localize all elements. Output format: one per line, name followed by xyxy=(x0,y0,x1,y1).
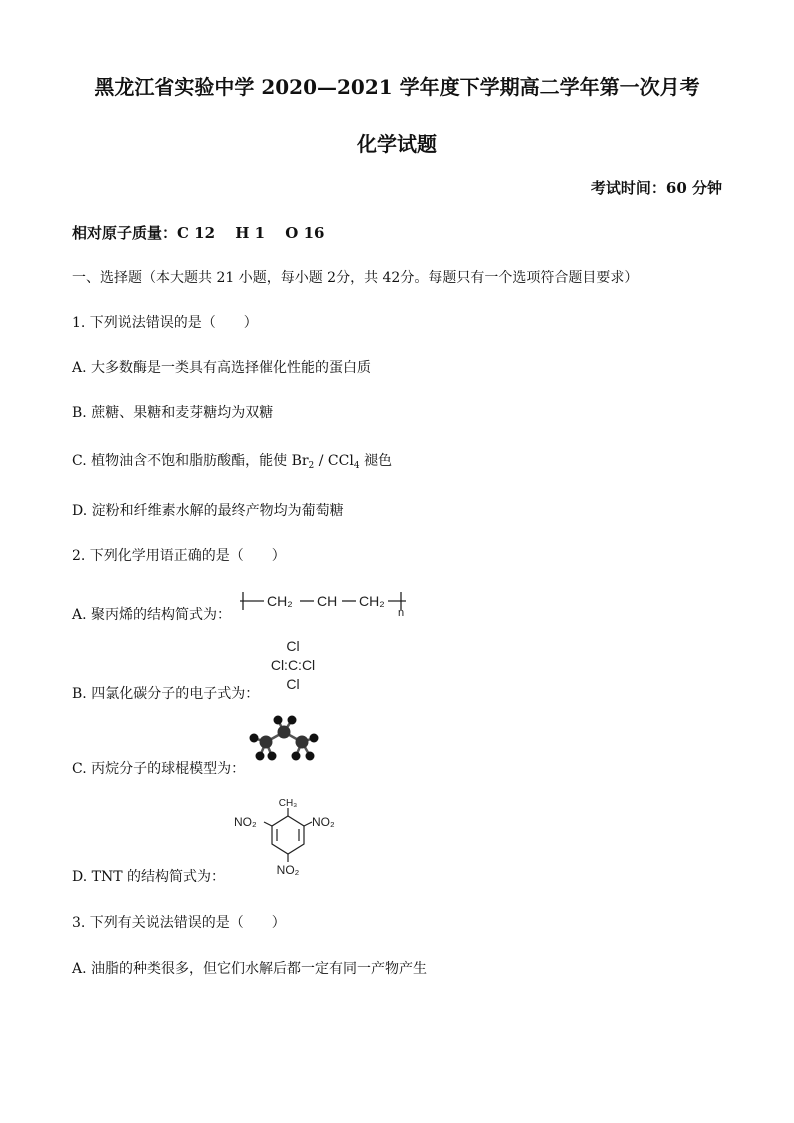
q1-option-d: D. 淀粉和纤维素水解的最终产物均为葡萄糖 xyxy=(72,503,344,519)
q2-option-d: D. TNT 的结构简式为： xyxy=(72,869,226,885)
q2-stem: 2. 下列化学用语正确的是（ ） xyxy=(72,548,286,564)
q2-option-c: C. 丙烷分子的球棍模型为： xyxy=(72,761,246,777)
svg-text:Cl:C:Cl: Cl:C:Cl xyxy=(270,657,316,673)
q3-option-a: A. 油脂的种类很多，但它们水解后都一定有同一产物产生 xyxy=(72,961,428,977)
svg-text:Cl: Cl xyxy=(286,676,300,692)
q1-option-c: C. 植物油含不饱和脂肪酸酯，能使 $Br_2 / CCl_4$ 褪色 xyxy=(72,453,392,471)
svg-text:NO₂: NO₂ xyxy=(276,863,300,877)
q1-option-a: A. 大多数酶是一类具有高选择催化性能的蛋白质 xyxy=(72,360,372,376)
polypropylene-formula xyxy=(238,588,413,618)
exam-time: 考试时间：60 分钟 xyxy=(590,179,722,197)
svg-text:NO₂: NO₂ xyxy=(234,815,257,829)
atomic-mass-line: 相对原子质量：C 12 H 1 O 16 xyxy=(72,224,325,242)
section-heading: 一、选择题（本大题共 21 小题，每小题 2分，共 42分。每题只有一个选项符合题目要求） xyxy=(72,270,639,286)
ccl4-electron-formula xyxy=(256,637,331,695)
exam-title: 黑龙江省实验中学 2020—2021 学年度下学期高二学年第一次月考 xyxy=(94,75,700,99)
q1-stem: 1. 下列说法错误的是（ ） xyxy=(72,315,258,331)
svg-text:NO₂: NO₂ xyxy=(312,815,335,829)
svg-text:CH₃: CH₃ xyxy=(278,798,298,809)
q2-option-b: B. 四氯化碳分子的电子式为： xyxy=(72,686,260,702)
svg-text:CH₂: CH₂ xyxy=(359,593,385,609)
q3-stem: 3. 下列有关说法错误的是（ ） xyxy=(72,915,286,931)
q2-option-a: A. 聚丙烯的结构简式为： xyxy=(72,607,232,623)
tnt-structure xyxy=(228,796,338,880)
svg-text:Cl: Cl xyxy=(286,638,300,654)
exam-subtitle: 化学试题 xyxy=(357,132,437,156)
svg-text:CH₂: CH₂ xyxy=(267,593,293,609)
svg-text:n: n xyxy=(398,607,405,618)
q1-option-b: B. 蔗糖、果糖和麦芽糖均为双糖 xyxy=(72,405,274,421)
propane-ball-stick-model xyxy=(244,710,324,768)
svg-text:CH: CH xyxy=(317,593,338,609)
